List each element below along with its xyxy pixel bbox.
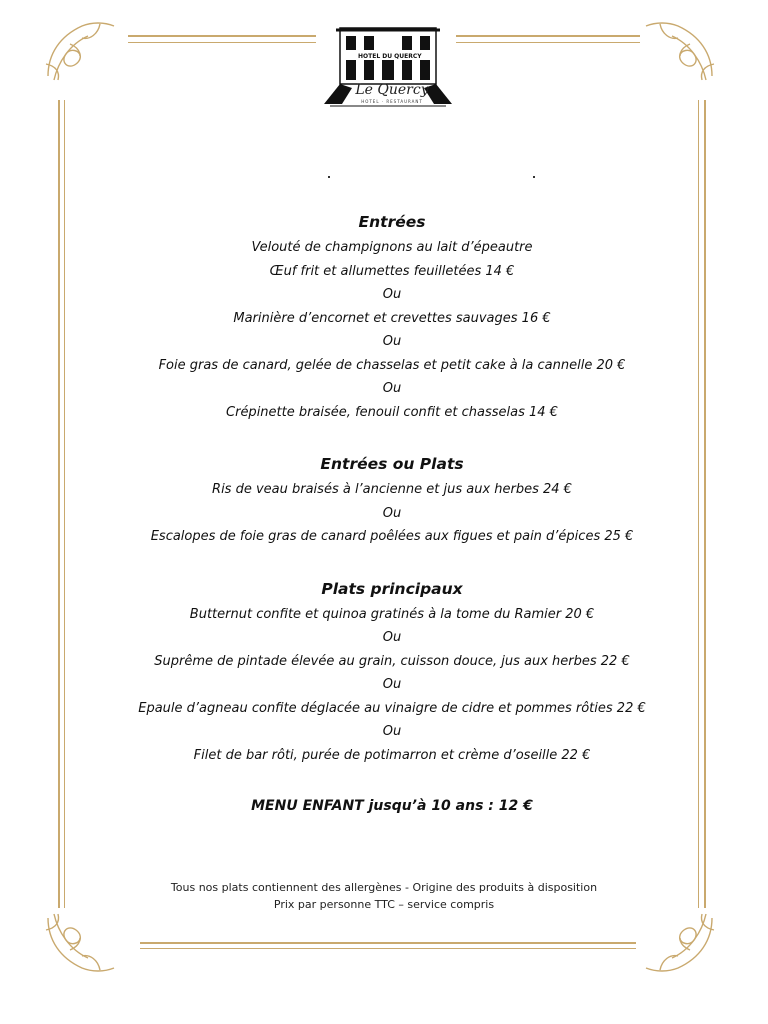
footer (100, 879, 668, 913)
menu-separator-ou: Ou (382, 505, 402, 521)
corner-ornament-top-right-icon (640, 14, 720, 84)
menu-item: Filet de bar rôti, purée de potimarron et crème d’oseille 22 € (193, 747, 591, 763)
frame-top-line-4 (456, 42, 640, 43)
section-entrees (90, 208, 694, 424)
menu-separator-ou: Ou (382, 381, 402, 396)
menu-item: Foie gras de canard, gelée de chasselas et petit cake à la cannelle 20 € (158, 357, 626, 373)
menu-item: Œuf frit et allumettes feuilletées 14 € (269, 263, 515, 279)
section-title: Entrées (358, 213, 426, 231)
frame-top-line-2 (128, 42, 316, 43)
menu-separator-ou: Ou (382, 287, 402, 302)
frame-right-line-1 (704, 100, 706, 908)
logo-tagline: HOTEL · RESTAURANT (361, 99, 423, 104)
decorative-dot-right (533, 176, 535, 178)
frame-bottom-line-2 (140, 948, 636, 949)
menu-item: Suprême de pintade élevée au grain, cuisson douce, jus aux herbes 22 € (154, 653, 630, 669)
logo-sign-text: HOTEL DU QUERCY (358, 53, 422, 60)
frame-bottom-line-1 (140, 942, 636, 944)
logo-name: Le Quercy (355, 82, 429, 98)
menu-item: Epaule d’agneau confite déglacée au vinaigre de cidre et pommes rôties 22 € (138, 700, 646, 716)
menu (90, 208, 694, 820)
section-plats-principaux (90, 575, 694, 768)
menu-item: Escalopes de foie gras de canard poêlées aux figues et pain d’épices 25 € (150, 529, 634, 544)
section-title: Plats principaux (321, 579, 463, 598)
menu-separator-ou: Ou (382, 630, 402, 645)
corner-ornament-bottom-right-icon (640, 910, 720, 980)
frame-top-line-3 (456, 35, 640, 37)
menu-separator-ou: Ou (382, 334, 402, 349)
menu-item: Marinière d’encornet et crevettes sauvages 16 € (233, 310, 551, 326)
corner-ornament-top-left-icon (40, 14, 120, 84)
frame-left-line-2 (64, 100, 65, 908)
menu-item: Crépinette braisée, fenouil confit et chasselas 14 € (226, 404, 558, 420)
section-title: Entrées ou Plats (320, 455, 464, 473)
footer-prices: Prix par personne TTC – service compris (273, 898, 495, 911)
frame-left-line-1 (58, 100, 60, 908)
frame-top-line-1 (128, 35, 316, 37)
menu-item: Butternut confite et quinoa gratinés à la tome du Ramier 20 € (189, 606, 595, 622)
kids-menu: MENU ENFANT jusqu’à 10 ans : 12 € (251, 798, 533, 814)
corner-ornament-bottom-left-icon (40, 910, 120, 980)
frame-right-line-2 (698, 100, 699, 908)
decorative-dot-left (328, 176, 330, 178)
menu-item: Velouté de champignons au lait d’épeautre (251, 240, 533, 255)
footer-allergens: Tous nos plats contiennent des allergènes - Origine des produits à disposition (170, 881, 598, 894)
menu-separator-ou: Ou (382, 677, 402, 692)
menu-separator-ou: Ou (382, 724, 402, 739)
menu-item: Ris de veau braisés à l’ancienne et jus aux herbes 24 € (212, 482, 572, 497)
section-entrees-ou-plats (90, 450, 694, 549)
